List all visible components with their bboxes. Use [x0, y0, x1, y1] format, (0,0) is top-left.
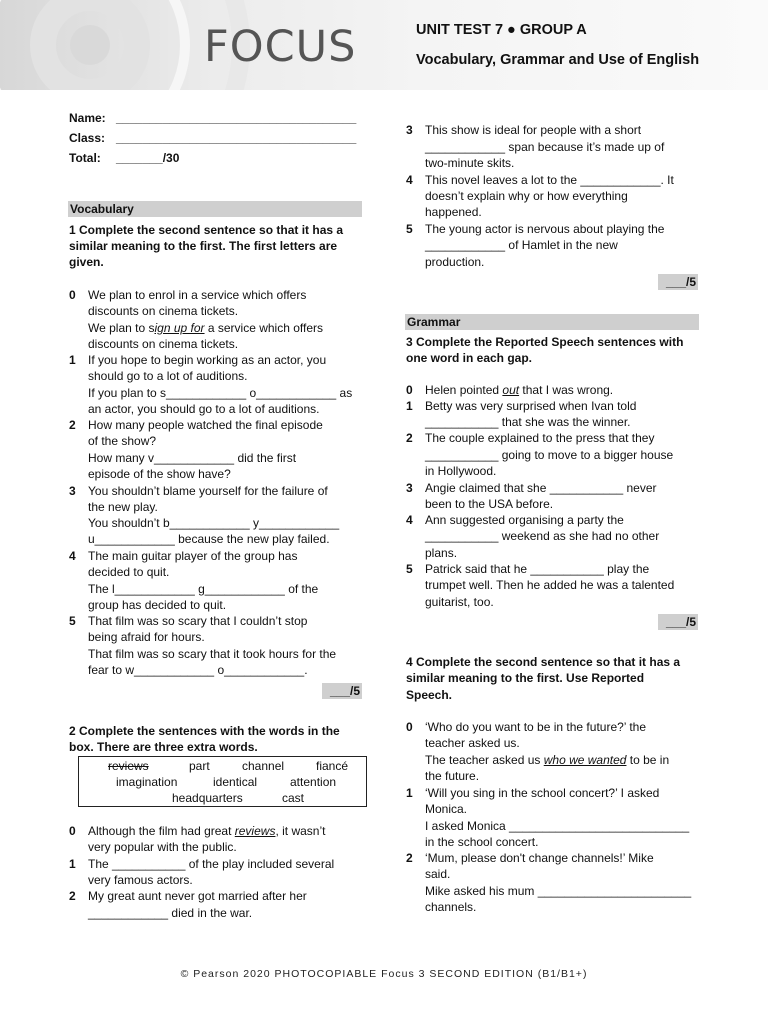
- item-text: ‘Who do you want to be in the future?’ the: [425, 720, 647, 734]
- total-label: Total:: [69, 151, 101, 165]
- item-text: the new play.: [88, 500, 158, 514]
- instruction-line: similar meaning to the first. The first letters are: [69, 239, 338, 253]
- item-text: happened.: [425, 205, 482, 219]
- word-box-item: attention: [290, 775, 337, 789]
- item-text: The couple explained to the press that they: [425, 431, 655, 445]
- instruction-line: given.: [69, 255, 104, 269]
- word-box-item: channel: [242, 759, 285, 773]
- item-text: in the school concert.: [425, 835, 539, 849]
- class-label: Class:: [69, 131, 106, 145]
- item-number: 5: [69, 614, 76, 628]
- item-text: been to the USA before.: [425, 497, 554, 511]
- score-box[interactable]: ___/5: [658, 274, 698, 290]
- item-text: The teacher asked us: [425, 753, 544, 767]
- item-text: guitarist, too.: [425, 595, 494, 609]
- item-number: 0: [406, 383, 413, 397]
- item-text: teacher asked us.: [425, 736, 520, 750]
- item-text: plans.: [425, 546, 458, 560]
- answer-line[interactable]: Mike asked his mum _______________________: [425, 884, 692, 898]
- item-number: 4: [406, 513, 413, 527]
- item-number: 2: [406, 431, 413, 445]
- item-text: production.: [425, 255, 485, 269]
- item-number: 1: [406, 786, 413, 800]
- item-number: 5: [406, 222, 413, 236]
- focus-logo: FOCUS: [204, 22, 357, 72]
- item-text: Betty was very surprised when Ivan told: [425, 399, 637, 413]
- item-text: to be in: [626, 753, 670, 767]
- answer-line[interactable]: Patrick said that he ___________ play the: [425, 562, 650, 576]
- item-text: being afraid for hours.: [88, 630, 205, 644]
- word-box-item: part: [189, 759, 210, 773]
- instruction-line: 4 Complete the second sentence so that it has a: [406, 655, 681, 669]
- word-box-item: imagination: [116, 775, 178, 789]
- word-box-item: fiancé: [316, 759, 349, 773]
- page-subtitle: Vocabulary, Grammar and Use of English: [416, 52, 700, 68]
- example-answer: who we wanted: [543, 753, 627, 767]
- word-box-item: cast: [282, 791, 305, 805]
- item-text: very famous actors.: [88, 873, 193, 887]
- item-text: should go to a lot of auditions.: [88, 369, 248, 383]
- answer-line[interactable]: If you plan to s____________ o____________ as: [88, 386, 353, 400]
- header-banner: [0, 0, 768, 90]
- item-text: channels.: [425, 900, 477, 914]
- item-text: said.: [425, 867, 451, 881]
- score-box[interactable]: ___/5: [322, 683, 362, 699]
- answer-line[interactable]: ____________ died in the war.: [88, 906, 253, 920]
- item-text: ‘Mum, please don't change channels!’ Mike: [425, 851, 654, 865]
- item-number: 3: [406, 123, 413, 137]
- answer-line[interactable]: You shouldn’t b____________ y____________: [88, 516, 340, 530]
- word-box-item: identical: [213, 775, 258, 789]
- answer-line[interactable]: u____________ because the new play failed.: [88, 532, 330, 546]
- instruction-line: 2 Complete the sentences with the words in the: [69, 724, 340, 738]
- answer-line[interactable]: I asked Monica ___________________________: [425, 819, 690, 833]
- answer-line[interactable]: This novel leaves a lot to the ____________. It: [425, 173, 674, 187]
- instruction-line: one word in each gap.: [406, 351, 533, 365]
- item-number: 1: [406, 399, 413, 413]
- item-text: ‘Will you sing in the school concert?’ I asked: [425, 786, 660, 800]
- answer-line[interactable]: The ___________ of the play included several: [88, 857, 335, 871]
- example-answer: out: [502, 383, 520, 397]
- instruction-line: 3 Complete the Reported Speech sentences with: [406, 335, 684, 349]
- item-number: 4: [69, 549, 76, 563]
- item-text: of the show?: [88, 434, 157, 448]
- instruction-line: 1 Complete the second sentence so that it has a: [69, 223, 344, 237]
- item-text: Monica.: [425, 802, 468, 816]
- item-text: That film was so scary that I couldn’t stop: [88, 614, 308, 628]
- item-text: , it wasn’t: [275, 824, 326, 838]
- item-text: Ann suggested organising a party the: [425, 513, 624, 527]
- answer-line[interactable]: ___________ that she was the winner.: [425, 415, 631, 429]
- instruction-line: box. There are three extra words.: [69, 740, 258, 754]
- item-number: 3: [69, 484, 76, 498]
- answer-line[interactable]: fear to w____________ o____________.: [88, 663, 308, 677]
- item-number: 3: [406, 481, 413, 495]
- answer-line[interactable]: How many v____________ did the first: [88, 451, 297, 465]
- section-heading-vocabulary: Vocabulary: [68, 201, 362, 217]
- answer-line[interactable]: The l____________ g____________ of the: [88, 582, 319, 596]
- item-text: My great aunt never got married after her: [88, 889, 307, 903]
- item-text: in Hollywood.: [425, 464, 497, 478]
- unit-title: UNIT TEST 7 ● GROUP A: [416, 22, 587, 38]
- item-number: 0: [69, 288, 76, 302]
- item-text: discounts on cinema tickets.: [88, 337, 239, 351]
- item-text: Although the film had great: [88, 824, 235, 838]
- item-number: 5: [406, 562, 413, 576]
- item-text: The main guitar player of the group has: [88, 549, 298, 563]
- answer-line[interactable]: ____________ span because it’s made up of: [425, 140, 665, 154]
- item-text: If you hope to begin working as an actor, you: [88, 353, 327, 367]
- item-text: group has decided to quit.: [88, 598, 227, 612]
- item-text: Helen pointed: [425, 383, 503, 397]
- instruction-line: Speech.: [406, 688, 453, 702]
- answer-line[interactable]: Angie claimed that she ___________ never: [425, 481, 657, 495]
- word-box-item: headquarters: [172, 791, 243, 805]
- name-field[interactable]: ____________________________________: [116, 111, 357, 125]
- answer-line[interactable]: ___________ weekend as she had no other: [425, 529, 660, 543]
- total-field[interactable]: _______/30: [116, 151, 180, 165]
- name-label: Name:: [69, 111, 106, 125]
- item-text: two-minute skits.: [425, 156, 515, 170]
- item-text: discounts on cinema tickets.: [88, 304, 239, 318]
- decorative-circle: [70, 25, 110, 65]
- item-number: 1: [69, 857, 76, 871]
- item-text: decided to quit.: [88, 565, 170, 579]
- item-text: You shouldn’t blame yourself for the failure of: [88, 484, 328, 498]
- item-text: We plan to enrol in a service which offers: [88, 288, 307, 302]
- item-text: doesn’t explain why or how everything: [425, 189, 628, 203]
- word-box-item: reviews: [108, 759, 149, 773]
- item-text: episode of the show have?: [88, 467, 231, 481]
- item-text: very popular with the public.: [88, 840, 237, 854]
- answer-line[interactable]: ____________ of Hamlet in the new: [425, 238, 618, 252]
- footer-copyright: © Pearson 2020 PHOTOCOPIABLE Focus 3 SECOND EDITION (B1/B1+): [180, 968, 588, 980]
- item-text: That film was so scary that it took hours for the: [88, 647, 337, 661]
- item-number: 2: [406, 851, 413, 865]
- item-number: 0: [69, 824, 76, 838]
- example-answer: ign up for: [154, 321, 205, 335]
- item-text: a service which offers: [204, 321, 324, 335]
- item-number: 0: [406, 720, 413, 734]
- item-number: 1: [69, 353, 76, 367]
- item-number: 2: [69, 889, 76, 903]
- item-text: the future.: [425, 769, 480, 783]
- item-text: We plan to s: [88, 321, 155, 335]
- item-text: an actor, you should go to a lot of auditions.: [88, 402, 320, 416]
- word-box: [78, 756, 367, 807]
- answer-line[interactable]: ___________ going to move to a bigger house: [425, 448, 674, 462]
- item-number: 2: [69, 418, 76, 432]
- item-number: 4: [406, 173, 413, 187]
- item-text: How many people watched the final episode: [88, 418, 323, 432]
- item-text: that I was wrong.: [519, 383, 614, 397]
- instruction-line: similar meaning to the first. Use Reported: [406, 671, 645, 685]
- section-heading-grammar: Grammar: [405, 314, 699, 330]
- item-text: trumpet well. Then he added he was a talented: [425, 578, 675, 592]
- class-field[interactable]: ____________________________________: [116, 131, 357, 145]
- item-text: This show is ideal for people with a short: [425, 123, 642, 137]
- item-text: The young actor is nervous about playing the: [425, 222, 665, 236]
- score-box[interactable]: ___/5: [658, 614, 698, 630]
- example-answer: reviews: [234, 824, 276, 838]
